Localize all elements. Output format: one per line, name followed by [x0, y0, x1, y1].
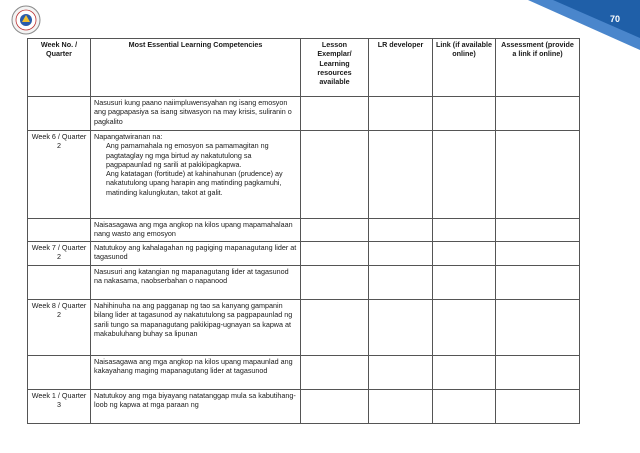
- table-row: [28, 266, 580, 300]
- table-row: [28, 300, 580, 356]
- deped-seal-logo: [11, 5, 41, 35]
- competency-cell: Nasusuri kung paano naiimpluwensyahan ng isang emosyon ang pagpapasiya sa isang sitwasyon na may krisis, suliranin o pagkalito: [91, 97, 301, 131]
- table-row: [28, 131, 580, 219]
- competency-cell: Natutukoy ang mga biyayang natatanggap mula sa kabutihang-loob ng kapwa at mga paraan ng: [91, 390, 301, 424]
- week-cell: Week 6 / Quarter 2: [28, 131, 91, 219]
- week-cell: Week 1 / Quarter 3: [28, 390, 91, 424]
- competency-cell: Nasusuri ang katangian ng mapanagutang lider at tagasunod na nakasama, naobserbahan o napanood: [91, 266, 301, 300]
- table-header-row: [28, 39, 580, 97]
- melc-table: [27, 38, 580, 424]
- competency-cell: Nahihinuha na ang pagganap ng tao sa kanyang gampanin bilang lider at tagasunod ay nakatutulong sa pagpapaunlad ng sarili tungo sa mapanagutang pakikipag-ugnayan sa kapwa at makabuluhang buhay sa lipunan: [91, 300, 301, 356]
- header-lr-developer: LR developer: [369, 39, 433, 97]
- week-cell: [28, 356, 91, 390]
- week-cell: [28, 266, 91, 300]
- header-lesson: Lesson Exemplar/ Learning resources available: [301, 39, 369, 97]
- competency-cell: Naisasagawa ang mga angkop na kilos upang mapamahalaan nang wasto ang emosyon: [91, 219, 301, 242]
- week-cell: [28, 97, 91, 131]
- table-row: [28, 219, 580, 242]
- header-assessment: Assessment (provide a link if online): [496, 39, 580, 97]
- competency-cell: Natutukoy ang kahalagahan ng pagiging mapanagutang lider at tagasunod: [91, 242, 301, 266]
- week-cell: [28, 219, 91, 242]
- week-cell: Week 7 / Quarter 2: [28, 242, 91, 266]
- competency-subpoint: Ang pamamahala ng emosyon sa pamamagitan ng pagtataglay ng mga birtud ay nakatutulong sa pagpapaunlad ng sarili at pakikipagkapwa.: [106, 141, 269, 169]
- week-cell: Week 8 / Quarter 2: [28, 300, 91, 356]
- table-row: [28, 390, 580, 424]
- table-row: [28, 97, 580, 131]
- competency-cell: Naisasagawa ang mga angkop na kilos upang mapaunlad ang kakayahang maging mapanagutang lider at tagasunod: [91, 356, 301, 390]
- competency-cell: [91, 131, 301, 219]
- table-row: [28, 356, 580, 390]
- table-row: [28, 242, 580, 266]
- competency-intro: Napangatwiranan na:: [94, 132, 163, 141]
- header-competencies: Most Essential Learning Competencies: [91, 39, 301, 97]
- header-link: Link (if available online): [433, 39, 496, 97]
- competency-subpoint: Ang katatagan (fortitude) at kahinahunan (prudence) ay nakatutulong upang harapin ang matinding pagkamuhi, matinding kalungkutan, takot at galit.: [106, 169, 283, 197]
- page-number: 70: [609, 14, 620, 24]
- header-week: Week No. / Quarter: [28, 39, 91, 97]
